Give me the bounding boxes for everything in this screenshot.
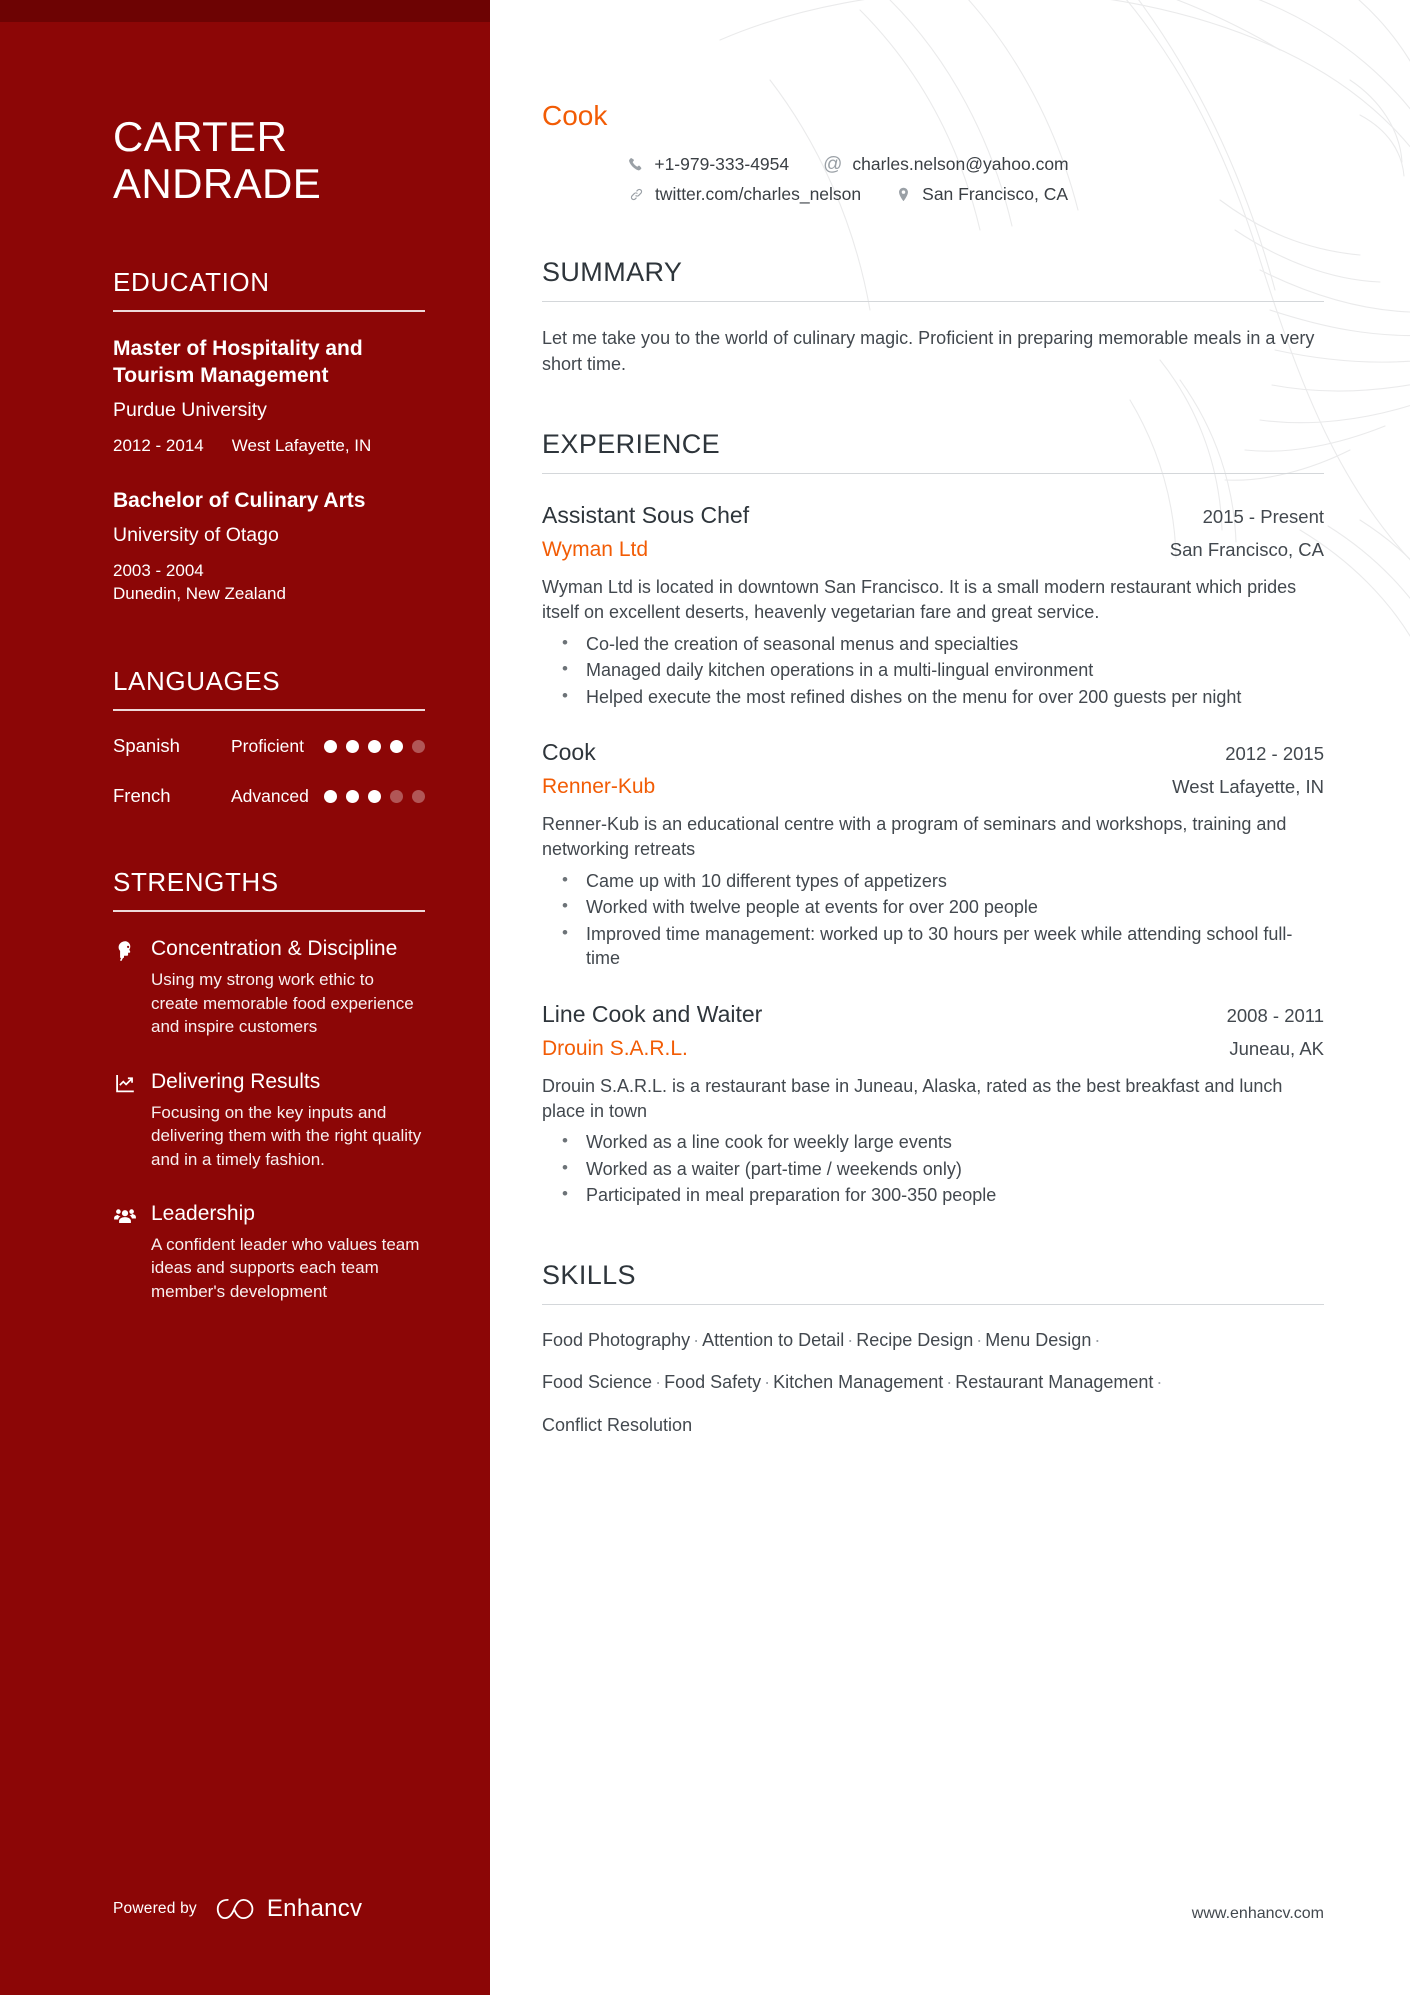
experience-date: 2015 - Present bbox=[1202, 506, 1324, 528]
languages-section bbox=[113, 666, 425, 807]
skills-title: SKILLS bbox=[542, 1259, 636, 1290]
candidate-name bbox=[113, 113, 425, 207]
headline-job-title: Cook bbox=[542, 100, 608, 131]
rating-dot-filled bbox=[346, 740, 359, 753]
experience-bullet: • Worked with twelve people at events for over 200 people bbox=[542, 895, 1324, 919]
education-location: West Lafayette, IN bbox=[231, 436, 372, 456]
experience-subheader bbox=[542, 775, 1324, 799]
strength-item bbox=[113, 1201, 425, 1303]
rating-dot-filled bbox=[324, 790, 337, 803]
experience-location: West Lafayette, IN bbox=[1172, 776, 1324, 798]
experience-divider bbox=[542, 473, 1324, 474]
sidebar bbox=[0, 0, 490, 1995]
phone-icon bbox=[627, 156, 644, 173]
experience-date: 2012 - 2015 bbox=[1225, 743, 1324, 765]
enhancv-mark-icon bbox=[215, 1896, 257, 1922]
site-url: www.enhancv.com bbox=[1191, 1905, 1324, 1922]
education-title: EDUCATION bbox=[113, 267, 270, 298]
rating-dot-filled bbox=[346, 790, 359, 803]
language-level: Advanced bbox=[231, 785, 309, 806]
rating-dot-filled bbox=[390, 740, 403, 753]
summary-section bbox=[542, 257, 1324, 377]
skills-line bbox=[542, 1414, 1324, 1437]
chart-line-up-icon bbox=[113, 1069, 151, 1171]
summary-title: SUMMARY bbox=[542, 257, 683, 287]
skill-tag: Menu Design bbox=[985, 1329, 1092, 1350]
contact-info bbox=[542, 154, 1324, 205]
skill-tag: Conflict Resolution bbox=[542, 1414, 693, 1435]
experience-header bbox=[542, 1001, 1324, 1028]
contact-row bbox=[542, 154, 1324, 175]
enhancv-logo[interactable] bbox=[215, 1895, 363, 1923]
contact-text: twitter.com/charles_nelson bbox=[654, 184, 862, 204]
experience-header bbox=[542, 739, 1324, 766]
education-meta bbox=[113, 560, 425, 606]
rating-dot-filled bbox=[368, 740, 381, 753]
education-dates: 2003 - 2004 bbox=[113, 561, 204, 581]
strengths-divider bbox=[113, 910, 425, 912]
skill-separator: · bbox=[693, 1329, 700, 1350]
language-rating-dots bbox=[324, 790, 425, 803]
strengths-title: STRENGTHS bbox=[113, 867, 279, 898]
experience-bullet: • Improved time management: worked up to 30 hours per week while attending school full-time bbox=[542, 922, 1324, 971]
enhancv-wordmark: Enhancv bbox=[266, 1895, 363, 1922]
contact-item[interactable] bbox=[628, 184, 861, 205]
contact-item[interactable] bbox=[823, 154, 1069, 175]
experience-company[interactable]: Renner-Kub bbox=[542, 775, 656, 799]
experience-bullet: • Helped execute the most refined dishes on the menu for over 200 guests per night bbox=[542, 685, 1324, 709]
education-location: Dunedin, New Zealand bbox=[113, 584, 286, 604]
experience-role: Cook bbox=[542, 739, 596, 766]
strength-description: Using my strong work ethic to create memorable food experience and inspire customers bbox=[151, 970, 414, 1037]
education-school: University of Otago bbox=[113, 523, 279, 546]
strength-body bbox=[151, 1069, 425, 1171]
link-icon bbox=[628, 186, 645, 203]
experience-role: Assistant Sous Chef bbox=[542, 502, 750, 529]
experience-bullet: • Participated in meal preparation for 300-350 people bbox=[542, 1183, 1324, 1207]
experience-bullet-list bbox=[542, 1130, 1324, 1207]
experience-item bbox=[542, 502, 1324, 709]
skills-list bbox=[542, 1329, 1324, 1437]
skill-separator: · bbox=[976, 1329, 983, 1350]
main-content bbox=[490, 0, 1410, 1995]
contact-text: San Francisco, CA bbox=[922, 184, 1069, 204]
experience-section bbox=[542, 429, 1324, 1208]
strengths-list bbox=[113, 936, 425, 1303]
experience-bullet: • Worked as a waiter (part-time / weekends only) bbox=[542, 1157, 1324, 1181]
skill-separator: · bbox=[764, 1372, 771, 1393]
skill-separator: · bbox=[1156, 1372, 1163, 1393]
experience-location: San Francisco, CA bbox=[1169, 539, 1324, 561]
experience-subheader bbox=[542, 538, 1324, 562]
users-group-icon bbox=[113, 1201, 151, 1303]
language-row bbox=[113, 735, 425, 757]
sidebar-footer bbox=[113, 1895, 362, 1923]
strengths-section bbox=[113, 867, 425, 1303]
strength-description: Focusing on the key inputs and delivering them with the right quality and in a timely fashion. bbox=[151, 1102, 422, 1169]
experience-company[interactable]: Drouin S.A.R.L. bbox=[542, 1036, 688, 1060]
location-pin-icon bbox=[895, 186, 912, 203]
experience-bullet-list bbox=[542, 869, 1324, 971]
language-name: Spanish bbox=[113, 735, 180, 757]
education-item bbox=[113, 488, 425, 606]
education-school: Purdue University bbox=[113, 398, 267, 421]
rating-dot-filled bbox=[368, 790, 381, 803]
language-level: Proficient bbox=[231, 735, 304, 756]
contact-text: +1-979-333-4954 bbox=[654, 154, 790, 174]
experience-bullet: • Managed daily kitchen operations in a multi-lingual environment bbox=[542, 658, 1324, 682]
experience-role: Line Cook and Waiter bbox=[542, 1000, 763, 1027]
skill-tag: Food Safety bbox=[664, 1372, 762, 1393]
language-row bbox=[113, 785, 425, 807]
education-divider bbox=[113, 310, 425, 312]
summary-text: Let me take you to the world of culinary magic. Proficient in preparing memorable meals in a very short time. bbox=[542, 328, 1315, 374]
strength-title: Leadership bbox=[151, 1201, 255, 1225]
education-dates: 2012 - 2014 bbox=[113, 436, 204, 456]
experience-date: 2008 - 2011 bbox=[1226, 1004, 1324, 1026]
education-item bbox=[113, 336, 425, 458]
strength-description: A confident leader who values team ideas and supports each team member's development bbox=[151, 1235, 420, 1301]
rating-dot-empty bbox=[412, 790, 425, 803]
strength-item bbox=[113, 1069, 425, 1171]
experience-company[interactable]: Wyman Ltd bbox=[542, 538, 649, 562]
experience-bullet: • Worked as a line cook for weekly large events bbox=[542, 1130, 1324, 1154]
contact-text: charles.nelson@yahoo.com bbox=[852, 154, 1069, 174]
experience-subheader bbox=[542, 1037, 1324, 1061]
language-name: French bbox=[113, 785, 171, 807]
skill-tag: Restaurant Management bbox=[955, 1372, 1154, 1393]
contact-item[interactable] bbox=[895, 184, 1068, 205]
languages-list bbox=[113, 735, 425, 807]
education-degree: Bachelor of Culinary Arts bbox=[113, 489, 366, 513]
rating-dot-filled bbox=[324, 740, 337, 753]
language-rating-dots bbox=[324, 740, 425, 753]
skills-line bbox=[542, 1329, 1324, 1352]
experience-item bbox=[542, 739, 1324, 971]
languages-divider bbox=[113, 709, 425, 711]
skill-tag: Attention to Detail bbox=[702, 1329, 845, 1350]
rating-dot-empty bbox=[412, 740, 425, 753]
strength-body bbox=[151, 1201, 425, 1303]
experience-item bbox=[542, 1001, 1324, 1208]
education-degree: Master of Hospitality and Tourism Management bbox=[113, 337, 363, 387]
rating-dot-empty bbox=[390, 790, 403, 803]
experience-bullet-list bbox=[542, 632, 1324, 709]
candidate-last-name: ANDRADE bbox=[113, 160, 322, 208]
languages-title: LANGUAGES bbox=[113, 666, 281, 697]
experience-description: Wyman Ltd is located in downtown San Francisco. It is a small modern restaurant which prides itself on excellent deserts, heavenly vegetarian fare and great service. bbox=[542, 577, 1297, 622]
education-list bbox=[113, 336, 425, 606]
skill-separator: · bbox=[1094, 1329, 1101, 1350]
strength-body bbox=[151, 936, 425, 1038]
experience-bullet: • Co-led the creation of seasonal menus and specialties bbox=[542, 632, 1324, 656]
summary-divider bbox=[542, 301, 1324, 302]
skill-tag: Recipe Design bbox=[856, 1329, 974, 1350]
powered-by-label: Powered by bbox=[113, 1900, 197, 1917]
skills-section bbox=[542, 1260, 1324, 1437]
experience-title: EXPERIENCE bbox=[542, 429, 721, 460]
experience-location: Juneau, AK bbox=[1229, 1037, 1324, 1059]
skills-divider bbox=[542, 1304, 1324, 1305]
skill-tag: Kitchen Management bbox=[773, 1372, 944, 1393]
candidate-first-name: CARTER bbox=[113, 113, 288, 160]
experience-list bbox=[542, 502, 1324, 1208]
contact-row bbox=[542, 184, 1324, 205]
experience-bullet: • Came up with 10 different types of appetizers bbox=[542, 869, 1324, 893]
strength-title: Delivering Results bbox=[151, 1069, 321, 1093]
education-section bbox=[113, 267, 425, 606]
skill-tag: Food Photography bbox=[542, 1329, 691, 1350]
experience-header bbox=[542, 502, 1324, 529]
strength-title: Concentration & Discipline bbox=[151, 937, 398, 961]
skill-separator: · bbox=[847, 1329, 854, 1350]
head-brain-icon bbox=[113, 936, 151, 1038]
skill-separator: · bbox=[946, 1372, 953, 1393]
experience-description: Renner-Kub is an educational centre with a program of seminars and workshops, training and networking retreats bbox=[542, 814, 1287, 859]
education-meta bbox=[113, 435, 425, 458]
experience-description: Drouin S.A.R.L. is a restaurant base in Juneau, Alaska, rated as the best breakfast and lunch place in town bbox=[542, 1075, 1283, 1121]
skill-separator: · bbox=[655, 1372, 662, 1393]
skill-tag: Food Science bbox=[542, 1372, 653, 1393]
contact-item[interactable] bbox=[627, 154, 789, 175]
at-icon: @ bbox=[823, 154, 843, 175]
skills-line bbox=[542, 1371, 1324, 1394]
strength-item bbox=[113, 936, 425, 1038]
